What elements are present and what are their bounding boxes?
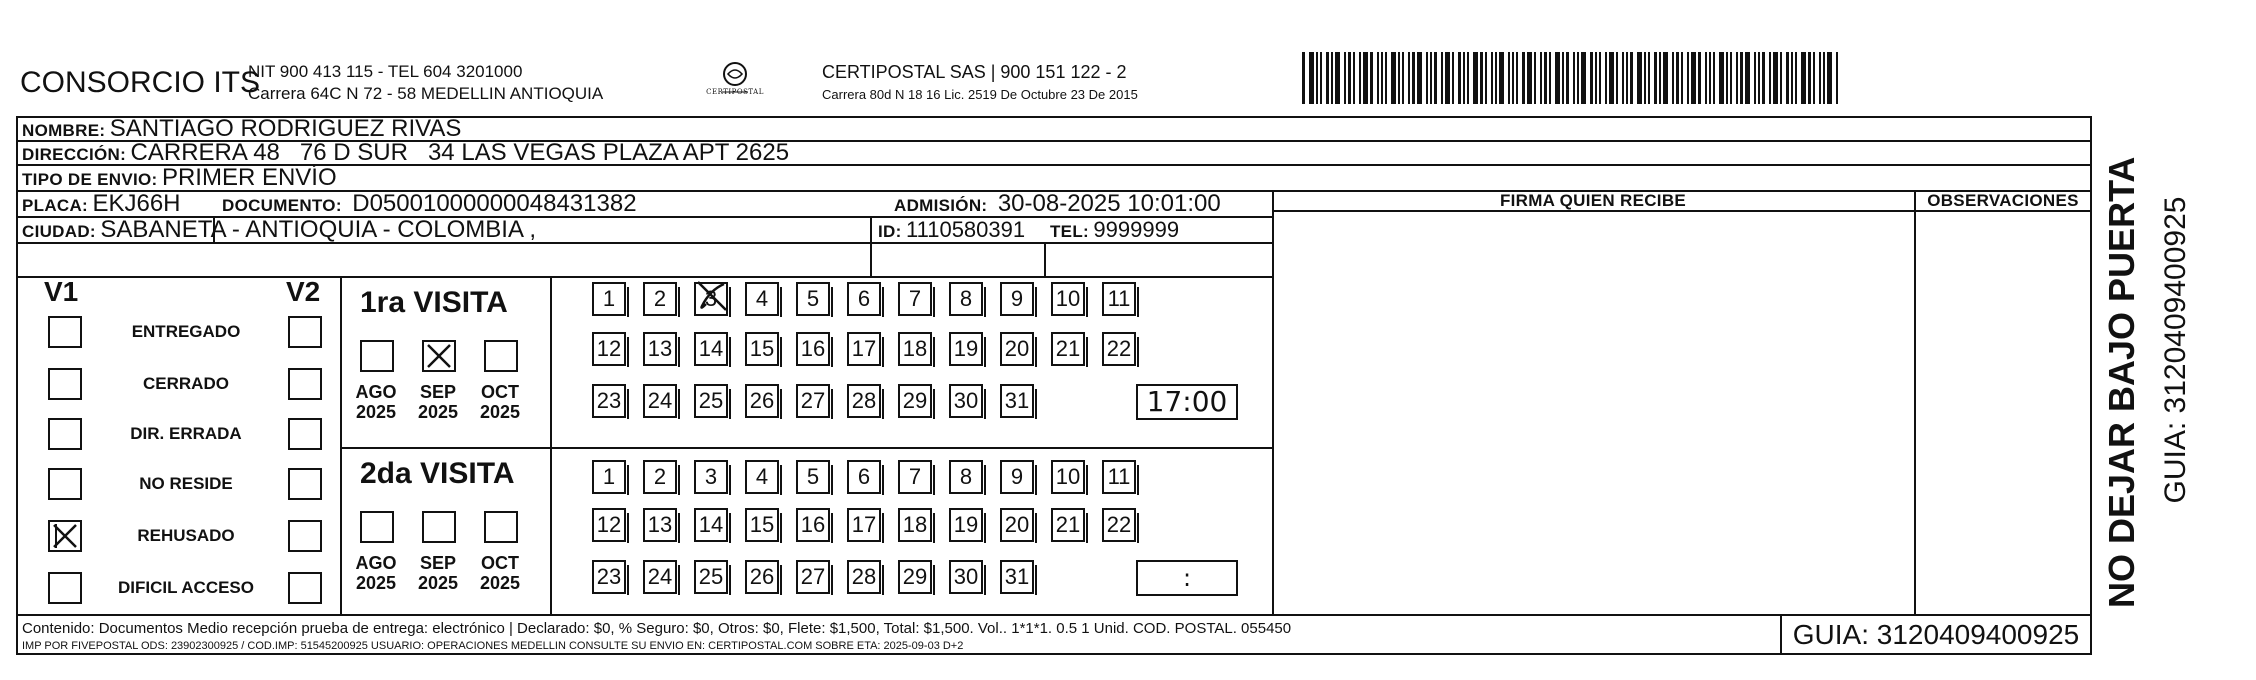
day-number: 5 [806, 286, 820, 311]
day-box[interactable] [1051, 460, 1085, 494]
day-number: 3 [704, 286, 718, 311]
admision-value: 30-08-2025 10:01:00 [997, 190, 1221, 217]
day-box[interactable] [694, 508, 728, 542]
day-number: 8 [959, 464, 973, 489]
v1-checkbox[interactable] [48, 572, 82, 604]
observaciones-label: OBSERVACIONES [1927, 191, 2079, 210]
status-label: CERRADO [143, 374, 229, 393]
day-number: 6 [857, 464, 871, 489]
day-box[interactable] [949, 508, 983, 542]
month-name: SEP [419, 553, 457, 573]
day-number: 10 [1055, 286, 1081, 311]
v2-checkbox[interactable] [288, 368, 322, 400]
day-number: 23 [596, 388, 622, 413]
day-number: 20 [1004, 336, 1030, 361]
day-box[interactable] [847, 508, 881, 542]
company-nit: NIT 900 413 115 - TEL 604 3201000 [248, 62, 523, 81]
day-number: 23 [596, 564, 622, 589]
v2-checkbox[interactable] [288, 572, 322, 604]
day-number: 7 [908, 464, 922, 489]
day-number: 27 [800, 564, 826, 589]
day-box[interactable] [1000, 282, 1034, 316]
day-box[interactable] [745, 384, 779, 418]
day-box[interactable] [643, 460, 677, 494]
day-box[interactable] [1102, 508, 1136, 542]
day-box[interactable] [643, 282, 677, 316]
visit-title: 1ra VISITA [360, 286, 508, 319]
time-box[interactable]: 17:00 [1136, 384, 1238, 420]
month-checkbox[interactable] [360, 511, 394, 543]
day-number: 20 [1004, 512, 1030, 537]
month-checkbox[interactable] [422, 511, 456, 543]
day-number: 21 [1055, 512, 1081, 537]
documento-value: D05001000000048431382 [352, 190, 637, 217]
day-number: 1 [602, 286, 616, 311]
v1-checkbox[interactable] [48, 316, 82, 348]
day-box[interactable] [847, 560, 881, 594]
day-box[interactable] [745, 460, 779, 494]
day-number: 8 [959, 286, 973, 311]
v2-checkbox[interactable] [288, 316, 322, 348]
day-box[interactable] [643, 332, 677, 366]
tipo-envio-label: TIPO DE ENVIO: [22, 170, 158, 189]
tipo-envio-value: PRIMER ENVÍO [161, 164, 337, 191]
id-label: ID: [878, 222, 902, 241]
check-x-icon [424, 342, 454, 370]
courier-name: CERTIPOSTAL SAS | 900 151 122 - 2 [822, 62, 1127, 82]
day-number: 7 [908, 286, 922, 311]
tel-value: 9999999 [1093, 217, 1180, 242]
day-number: 4 [755, 286, 769, 311]
v2-label: V2 [286, 276, 321, 307]
direccion-value: CARRERA 48 76 D SUR 34 LAS VEGAS PLAZA APT 2625 [130, 139, 790, 166]
day-box[interactable] [1102, 332, 1136, 366]
day-box[interactable] [592, 384, 626, 418]
day-number: 28 [851, 564, 877, 589]
day-number: 26 [749, 388, 775, 413]
month-checkbox[interactable] [422, 340, 456, 372]
month-checkbox[interactable] [360, 340, 394, 372]
id-cell [878, 216, 1025, 247]
day-box[interactable] [694, 460, 728, 494]
day-box[interactable] [847, 384, 881, 418]
month-label [470, 382, 530, 422]
day-number: 6 [857, 286, 871, 311]
month-year: 2025 [479, 402, 521, 422]
footer-contenido: Contenido: Documentos Medio recepción prueba de entrega: electrónico | Declarado: $0, % Seguro: $0, Otros: $0, Flete: $1,500, Total: $1,500. Vol.. 1*1*1. 0.5 1 Unid. COD. POSTAL. 055450 [22, 620, 1292, 637]
month-label [470, 553, 530, 593]
day-number: 24 [647, 388, 673, 413]
v1-checkbox[interactable] [48, 520, 82, 552]
day-box[interactable] [1000, 560, 1034, 594]
barcode [1302, 52, 1842, 104]
v1-checkbox[interactable] [48, 418, 82, 450]
day-number: 9 [1010, 286, 1024, 311]
tel-label: TEL: [1050, 222, 1089, 241]
v2-checkbox[interactable] [288, 468, 322, 500]
day-number: 25 [698, 564, 724, 589]
placa-label: PLACA: [22, 196, 89, 215]
placa-value: EKJ66H [92, 190, 181, 217]
day-number: 12 [596, 336, 622, 361]
day-number: 30 [953, 388, 979, 413]
day-number: 12 [596, 512, 622, 537]
day-box[interactable] [592, 460, 626, 494]
day-box[interactable] [1051, 332, 1085, 366]
day-box[interactable] [949, 384, 983, 418]
day-box[interactable] [694, 332, 728, 366]
day-box[interactable] [1000, 508, 1034, 542]
day-box[interactable] [694, 282, 728, 316]
month-year: 2025 [479, 573, 521, 593]
day-box[interactable] [898, 384, 932, 418]
day-number: 15 [749, 512, 775, 537]
direccion-label: DIRECCIÓN: [22, 145, 127, 164]
no-dejar-bajo-puerta: NO DEJAR BAJO PUERTA [2101, 156, 2142, 608]
day-box[interactable] [1051, 508, 1085, 542]
status-label: ENTREGADO [131, 322, 241, 341]
day-box[interactable] [847, 332, 881, 366]
month-name: OCT [481, 553, 519, 573]
day-number: 15 [749, 336, 775, 361]
day-box[interactable] [949, 560, 983, 594]
v1-checkbox[interactable] [48, 468, 82, 500]
day-number: 4 [755, 464, 769, 489]
day-number: 19 [953, 336, 979, 361]
firma-label: FIRMA QUIEN RECIBE [1499, 191, 1687, 210]
day-number: 14 [698, 512, 724, 537]
day-number: 17 [851, 512, 877, 537]
day-box[interactable] [898, 508, 932, 542]
logo-icon [700, 60, 770, 104]
courier-address: Carrera 80d N 18 16 Lic. 2519 De Octubre 23 De 2015 [822, 87, 1138, 102]
ciudad-value: SABANETA - ANTIOQUIA - COLOMBIA , [100, 216, 536, 243]
day-number: 14 [698, 336, 724, 361]
direccion-row [22, 140, 789, 164]
day-number: 18 [902, 336, 928, 361]
v1-label: V1 [44, 276, 79, 307]
day-box[interactable] [898, 282, 932, 316]
day-box[interactable] [745, 332, 779, 366]
day-number: 2 [653, 464, 667, 489]
v2-checkbox[interactable] [288, 418, 322, 450]
day-box[interactable] [796, 332, 830, 366]
nombre-label: NOMBRE: [22, 121, 106, 140]
day-number: 30 [953, 564, 979, 589]
status-label: DIR. ERRADA [130, 424, 242, 443]
ciudad-label: CIUDAD: [22, 222, 96, 241]
day-box[interactable] [592, 332, 626, 366]
vertical-guia: GUIA: 3120409400925 [2159, 196, 2192, 504]
day-number: 11 [1107, 464, 1131, 489]
nombre-row [22, 116, 461, 140]
status-label: DIFICIL ACCESO [117, 578, 254, 597]
day-number: 25 [698, 388, 724, 413]
day-number: 13 [647, 336, 673, 361]
id-value: 1110580391 [906, 217, 1026, 242]
day-box[interactable] [949, 332, 983, 366]
day-box[interactable] [694, 560, 728, 594]
day-box[interactable] [796, 460, 830, 494]
day-number: 19 [953, 512, 979, 537]
month-name: AGO [355, 382, 397, 402]
day-number: 9 [1010, 464, 1024, 489]
day-number: 29 [902, 388, 928, 413]
check-x-icon [50, 522, 80, 550]
day-number: 22 [1106, 336, 1132, 361]
month-label [346, 382, 406, 422]
visit-title: 2da VISITA [360, 457, 515, 490]
month-label [408, 382, 468, 422]
month-year: 2025 [355, 573, 397, 593]
day-box[interactable] [592, 560, 626, 594]
ciudad-cell [22, 216, 536, 247]
day-number: 26 [749, 564, 775, 589]
day-box[interactable] [643, 384, 677, 418]
day-box[interactable] [796, 560, 830, 594]
day-box[interactable] [949, 282, 983, 316]
month-name: AGO [355, 553, 397, 573]
footer-guia: GUIA: 3120409400925 [1792, 619, 2080, 650]
day-box[interactable] [1051, 282, 1085, 316]
status-label: NO RESIDE [139, 474, 233, 493]
nombre-value: SANTIAGO RODRIGUEZ RIVAS [109, 115, 462, 142]
footer-imp: IMP POR FIVEPOSTAL ODS: 23902300925 / COD.IMP: 51545200925 USUARIO: OPERACIONES MEDELLIN CONSULTE SU ENVIO EN: CERTIPOSTAL.COM SOBRE ETA: 2025-09-03 D+2 [22, 640, 964, 652]
day-box[interactable] [643, 508, 677, 542]
day-box[interactable] [898, 460, 932, 494]
day-number: 5 [806, 464, 820, 489]
month-name: SEP [419, 382, 457, 402]
day-number: 17 [851, 336, 877, 361]
month-label [346, 553, 406, 593]
day-box[interactable] [1102, 460, 1136, 494]
day-number: 28 [851, 388, 877, 413]
day-number: 11 [1107, 286, 1131, 311]
day-number: 16 [800, 512, 826, 537]
day-box[interactable] [1000, 384, 1034, 418]
barcode-icon [1302, 52, 1842, 104]
day-number: 21 [1055, 336, 1081, 361]
month-checkbox[interactable] [484, 511, 518, 543]
month-year: 2025 [417, 402, 459, 422]
logo-text: CERTIPOSTAL [706, 88, 764, 96]
day-box[interactable] [745, 560, 779, 594]
day-box[interactable] [1000, 460, 1034, 494]
day-number: 24 [647, 564, 673, 589]
day-number: 2 [653, 286, 667, 311]
day-number: 16 [800, 336, 826, 361]
day-box[interactable] [898, 332, 932, 366]
day-number: 18 [902, 512, 928, 537]
day-box[interactable] [592, 508, 626, 542]
day-box[interactable] [643, 560, 677, 594]
day-box[interactable] [796, 508, 830, 542]
day-box[interactable] [847, 460, 881, 494]
day-number: 22 [1106, 512, 1132, 537]
day-box[interactable] [1102, 282, 1136, 316]
day-number: 27 [800, 388, 826, 413]
v1-checkbox[interactable] [48, 368, 82, 400]
month-year: 2025 [355, 402, 397, 422]
day-box[interactable] [796, 384, 830, 418]
month-name: OCT [481, 382, 519, 402]
day-box[interactable] [745, 508, 779, 542]
day-mark-icon [690, 276, 734, 316]
v2-checkbox[interactable] [288, 520, 322, 552]
company-address: Carrera 64C N 72 - 58 MEDELLIN ANTIOQUIA [248, 84, 604, 103]
day-number: 31 [1004, 388, 1030, 413]
day-box[interactable] [949, 460, 983, 494]
day-box[interactable] [847, 282, 881, 316]
time-box[interactable]: : [1136, 560, 1238, 596]
day-number: 13 [647, 512, 673, 537]
tipo-envio-row [22, 164, 337, 190]
day-number: 3 [704, 464, 718, 489]
certipostal-logo [700, 60, 770, 104]
day-number: 10 [1055, 464, 1081, 489]
day-box[interactable] [694, 384, 728, 418]
day-number: 1 [602, 464, 616, 489]
admision-label: ADMISIÓN: [894, 196, 988, 215]
status-label: REHUSADO [137, 526, 235, 545]
day-number: 31 [1004, 564, 1030, 589]
documento-label: DOCUMENTO: [222, 196, 342, 215]
month-checkbox[interactable] [484, 340, 518, 372]
company-name: CONSORCIO ITS [20, 66, 261, 99]
day-box[interactable] [1000, 332, 1034, 366]
month-year: 2025 [417, 573, 459, 593]
month-label [408, 553, 468, 593]
day-box[interactable] [592, 282, 626, 316]
day-number: 29 [902, 564, 928, 589]
tel-cell [1050, 216, 1179, 247]
day-box[interactable] [745, 282, 779, 316]
day-box[interactable] [796, 282, 830, 316]
day-box[interactable] [898, 560, 932, 594]
